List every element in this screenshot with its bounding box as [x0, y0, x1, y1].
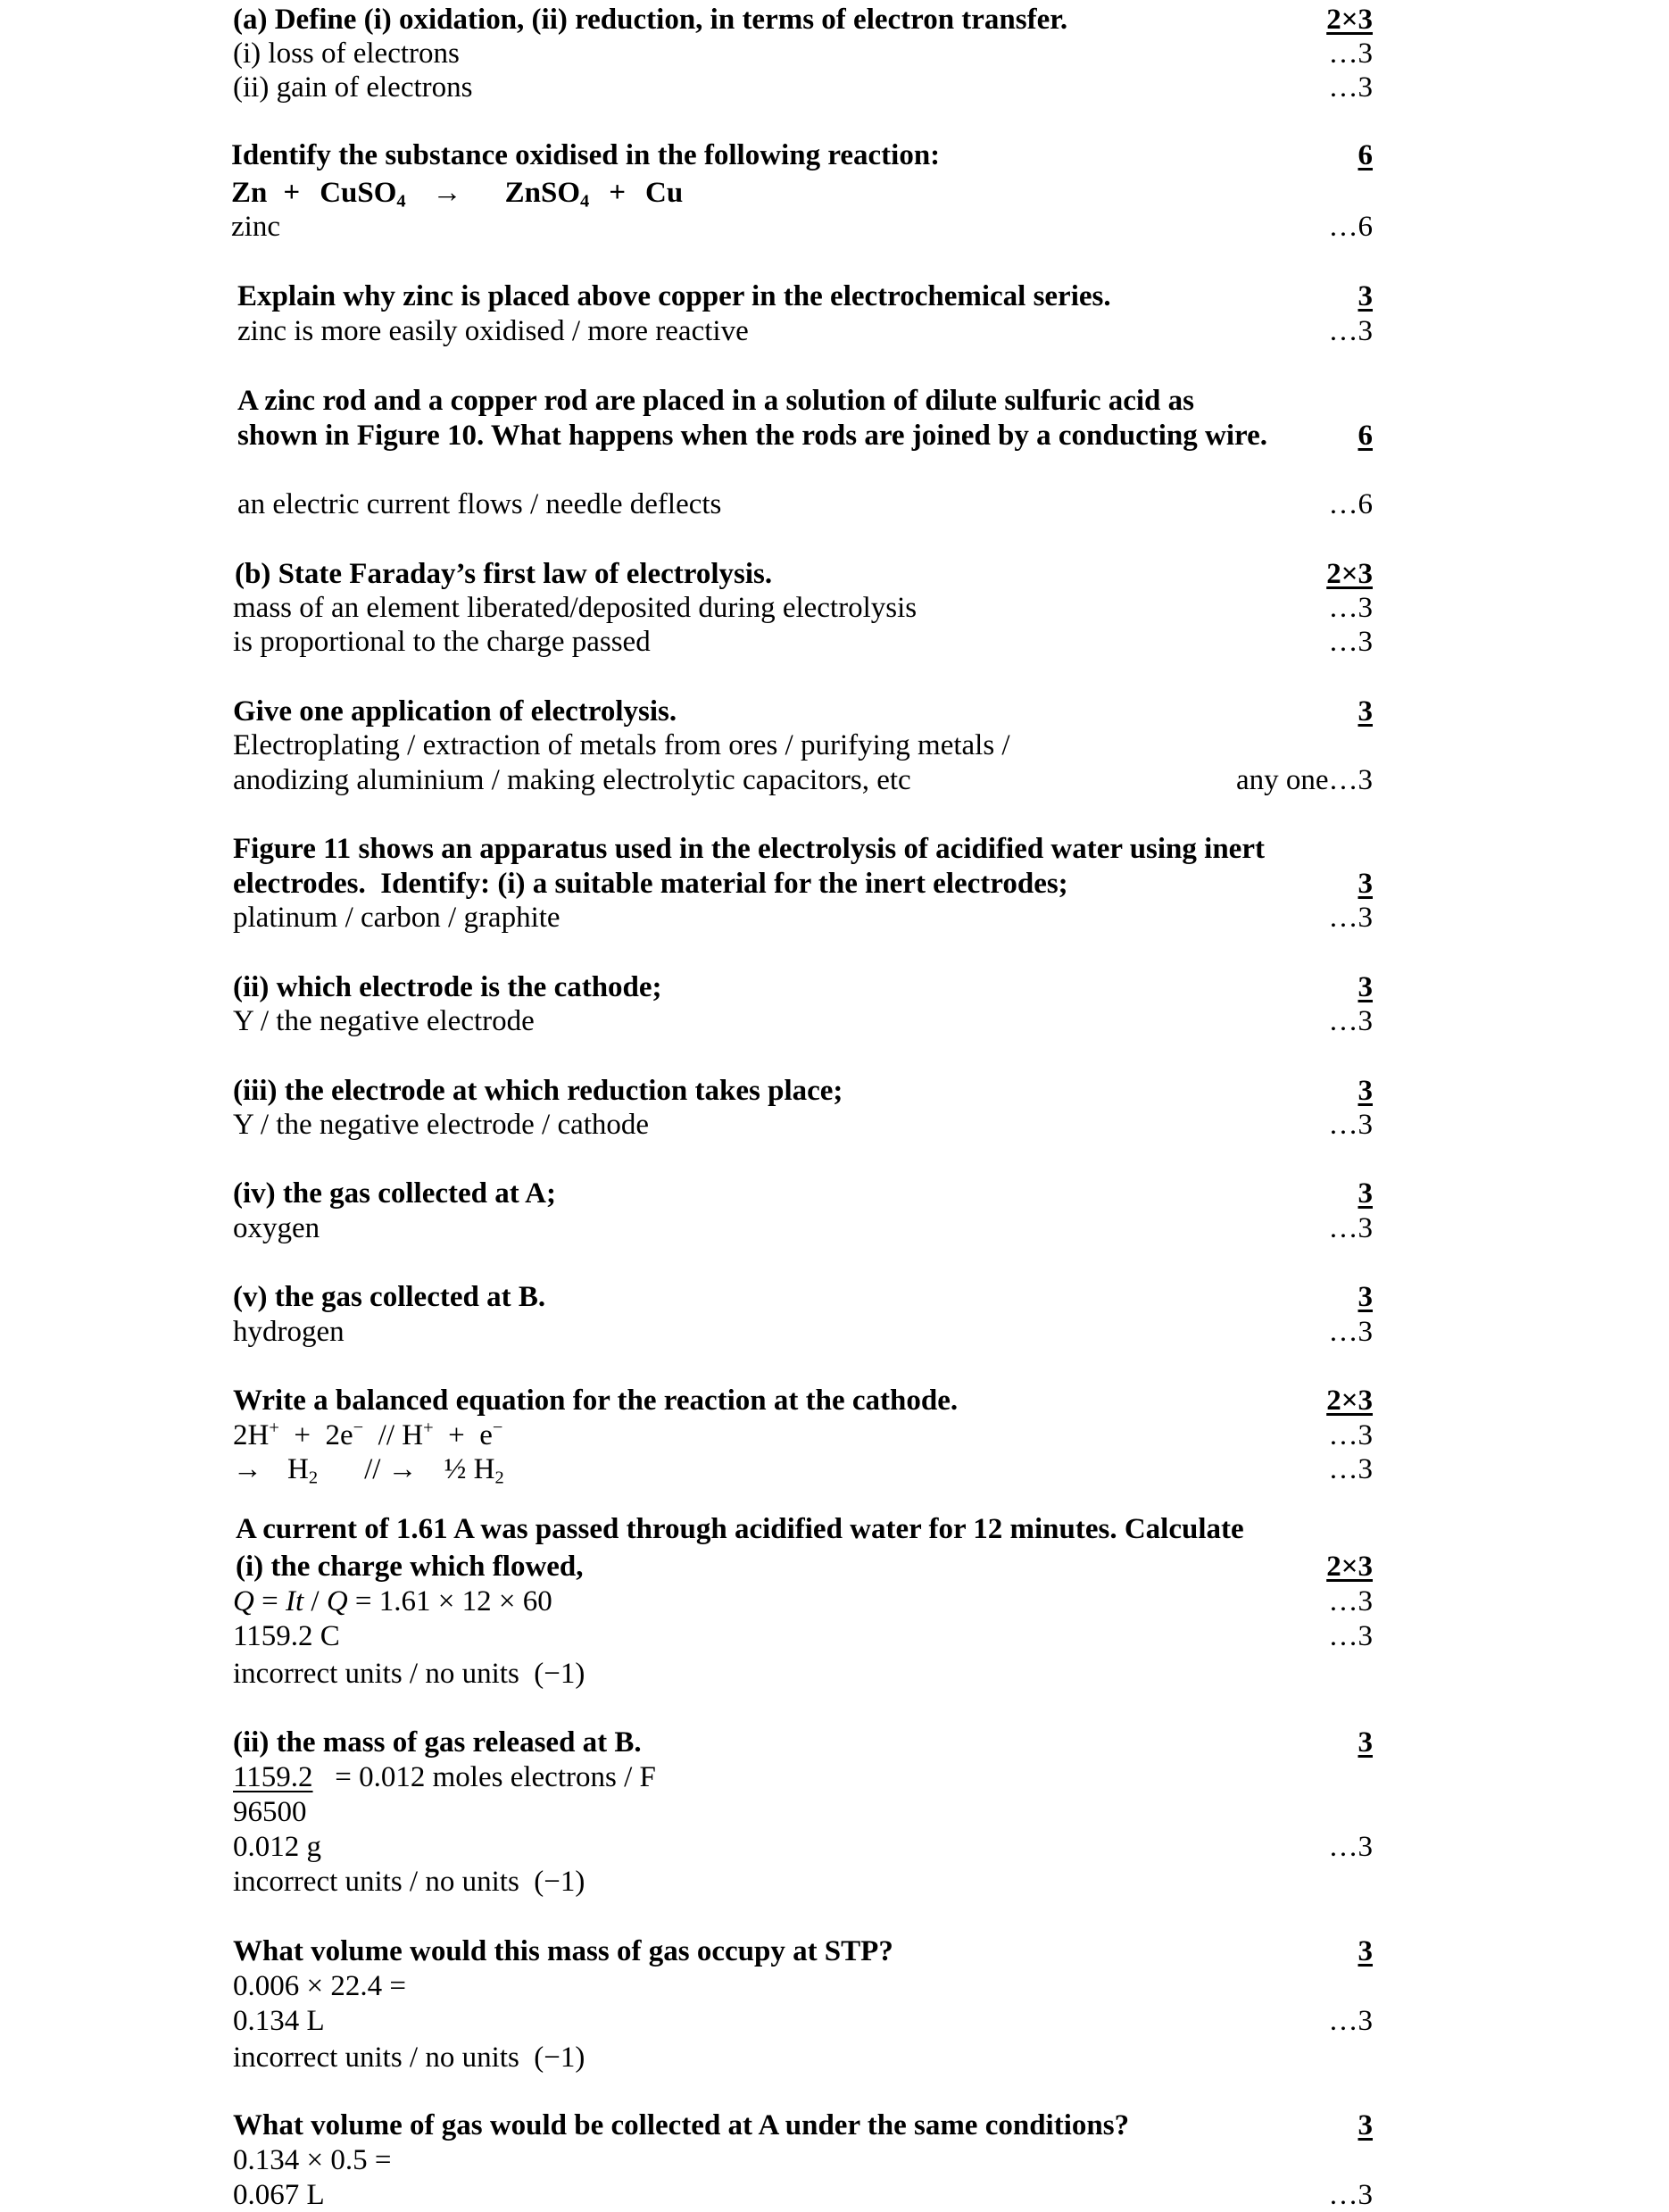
- answer-mark: …3: [1328, 71, 1373, 104]
- question-text: (b) State Faraday’s first law of electrolysis.: [235, 558, 773, 590]
- answer-mark: …3: [1328, 37, 1373, 70]
- equation-line-1: 2H+ + 2e− // H+ + e−: [233, 1418, 503, 1451]
- question-text: (ii) the mass of gas released at B.: [233, 1726, 642, 1759]
- question-text: Write a balanced equation for the reaction at the cathode.: [233, 1385, 959, 1417]
- total-marks: 3: [1358, 971, 1373, 1003]
- product-zinc-sulfate: ZnSO$_4$: [504, 177, 590, 212]
- total-marks: 3: [1358, 280, 1373, 312]
- reactant-copper-sulfate: CuSO$_4$: [320, 177, 406, 212]
- reaction-arrow: →: [233, 1453, 262, 1485]
- plus-sign: +: [283, 177, 301, 209]
- answer-text: (ii) gain of electrons: [233, 71, 473, 104]
- answer-text: 1159.2 C: [233, 1620, 340, 1652]
- question-text: What volume of gas would be collected at A under the same conditions?: [233, 2109, 1130, 2141]
- answer-mark: …3: [1328, 1831, 1373, 1863]
- charge-formula: Q = It / Q = 1.61 × 12 × 60: [233, 1585, 552, 1617]
- answer-text: mass of an element liberated/deposited during electrolysis: [233, 592, 918, 624]
- total-marks: 2×3: [1326, 558, 1373, 590]
- question-text: (iii) the electrode at which reduction takes place;: [233, 1075, 843, 1107]
- answer-text: hydrogen: [233, 1316, 345, 1348]
- answer-mark: …3: [1328, 1109, 1373, 1141]
- question-text: (v) the gas collected at B.: [233, 1281, 546, 1313]
- answer-text: Y / the negative electrode: [233, 1005, 535, 1037]
- answer-mark: …3: [1328, 626, 1373, 658]
- reaction-arrow: →: [432, 177, 462, 209]
- total-marks: 2×3: [1326, 4, 1373, 36]
- answer-text: 0.134 L: [233, 2005, 325, 2037]
- answer-text: is proportional to the charge passed: [233, 626, 651, 658]
- answer-text: platinum / carbon / graphite: [233, 902, 560, 934]
- answer-mark: …6: [1328, 211, 1373, 243]
- fraction-line: 1159.2 = 0.012 moles electrons / F: [233, 1761, 656, 1793]
- answer-mark: …3: [1328, 1620, 1373, 1652]
- question-text: (iv) the gas collected at A;: [233, 1177, 556, 1210]
- total-marks: 6: [1358, 420, 1373, 452]
- question-text: A current of 1.61 A was passed through acidified water for 12 minutes. Calculate: [236, 1513, 1244, 1545]
- working-text: 0.134 × 0.5 =: [233, 2144, 392, 2176]
- question-text: Identify the substance oxidised in the following reaction:: [231, 139, 941, 171]
- total-marks: 2×3: [1326, 1385, 1373, 1417]
- working-text: 0.006 × 22.4 =: [233, 1970, 406, 2002]
- answer-text: Electroplating / extraction of metals from ores / purifying metals /: [233, 729, 1010, 761]
- answer-mark: …3: [1328, 1453, 1373, 1485]
- answer-mark: …3: [1328, 1585, 1373, 1617]
- fraction-denominator: 96500: [233, 1796, 307, 1828]
- total-marks: 6: [1358, 139, 1373, 171]
- answer-mark: …3: [1328, 902, 1373, 934]
- answer-text: zinc: [231, 211, 280, 243]
- deduction-note: incorrect units / no units (−1): [233, 1658, 585, 1690]
- equation-line-2: → $H_2$ // → ½ $H_2$: [233, 1453, 504, 1488]
- answer-text: (i) loss of electrons: [233, 37, 460, 70]
- reactant-zinc: Zn: [231, 177, 268, 209]
- answer-mark: …3: [1328, 1419, 1373, 1451]
- total-marks: 3: [1358, 1177, 1373, 1210]
- answer-mark: …3: [1328, 2179, 1373, 2211]
- answer-mark: …3: [1328, 315, 1373, 347]
- answer-text: zinc is more easily oxidised / more reactive: [237, 315, 749, 347]
- deduction-note: incorrect units / no units (−1): [233, 2042, 585, 2074]
- total-marks: 3: [1358, 868, 1373, 900]
- question-text: electrodes. Identify: (i) a suitable material for the inert electrodes;: [233, 868, 1068, 900]
- question-text: A zinc rod and a copper rod are placed in a solution of dilute sulfuric acid as: [237, 385, 1195, 417]
- total-marks: 2×3: [1326, 1551, 1373, 1583]
- total-marks: 3: [1358, 2109, 1373, 2141]
- total-marks: 3: [1358, 1726, 1373, 1759]
- answer-text: 0.012 g: [233, 1831, 321, 1863]
- total-marks: 3: [1358, 1075, 1373, 1107]
- answer-mark: any one…3: [1235, 764, 1373, 796]
- answer-text: oxygen: [233, 1212, 320, 1244]
- question-text: (a) Define (i) oxidation, (ii) reduction, in terms of electron transfer.: [233, 4, 1068, 36]
- answer-text: an electric current flows / needle deflects: [237, 488, 722, 520]
- answer-mark: …3: [1328, 1005, 1373, 1037]
- question-text: Figure 11 shows an apparatus used in the electrolysis of acidified water using inert: [233, 833, 1265, 865]
- question-text: (ii) which electrode is the cathode;: [233, 971, 662, 1003]
- answer-mark: …3: [1328, 1212, 1373, 1244]
- plus-sign: +: [609, 177, 627, 209]
- product-copper: Cu: [645, 177, 684, 209]
- total-marks: 3: [1358, 1935, 1373, 1967]
- reaction-equation: [231, 176, 683, 210]
- answer-mark: …6: [1328, 488, 1373, 520]
- question-text: Explain why zinc is placed above copper in the electrochemical series.: [237, 280, 1111, 312]
- fraction-numerator: 1159.2: [233, 1761, 313, 1793]
- question-text: (i) the charge which flowed,: [236, 1551, 584, 1583]
- question-text: Give one application of electrolysis.: [233, 695, 677, 728]
- question-text: What volume would this mass of gas occupy at STP?: [233, 1935, 893, 1967]
- answer-mark: …3: [1328, 2005, 1373, 2037]
- total-marks: 3: [1358, 1281, 1373, 1313]
- question-text: shown in Figure 10. What happens when the rods are joined by a conducting wire.: [237, 420, 1267, 452]
- total-marks: 3: [1358, 695, 1373, 728]
- answer-text: Y / the negative electrode / cathode: [233, 1109, 650, 1141]
- answer-mark: …3: [1328, 1316, 1373, 1348]
- deduction-note: incorrect units / no units (−1): [233, 1866, 585, 1898]
- answer-text: anodizing aluminium / making electrolytic capacitors, etc: [233, 764, 911, 796]
- answer-text: 0.067 L: [233, 2179, 325, 2211]
- answer-mark: …3: [1328, 592, 1373, 624]
